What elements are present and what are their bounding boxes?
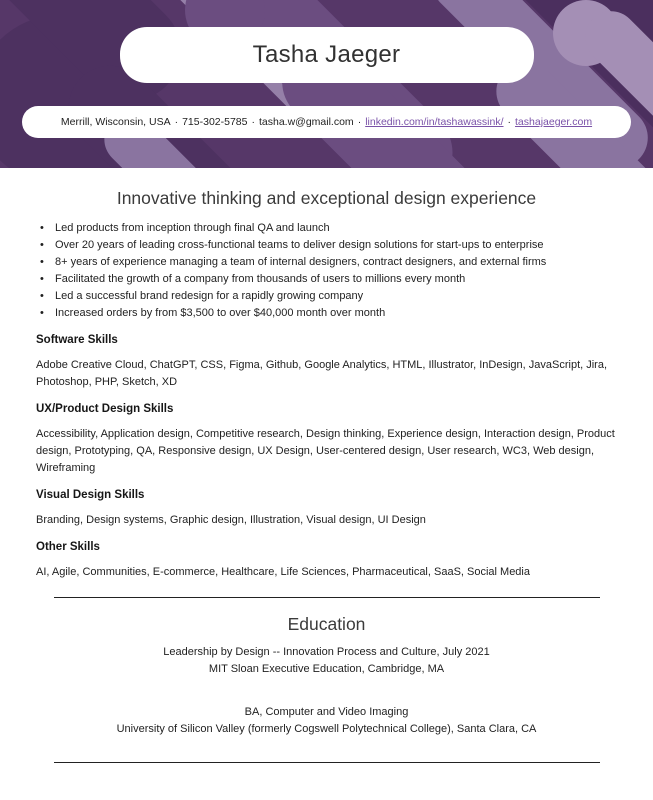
skill-section-items: AI, Agile, Communities, E-commerce, Healthcare, Life Sciences, Pharmaceutical, SaaS, Social Media — [36, 566, 530, 578]
resume-body — [0, 168, 653, 763]
education-school: University of Silicon Valley (formerly Cogswell Polytechnical College), Santa Clara, CA — [116, 723, 537, 735]
contact-location: Merrill, Wisconsin, USA — [60, 116, 171, 128]
education-school: MIT Sloan Executive Education, Cambridge, MA — [208, 663, 445, 675]
summary-bullet-list — [36, 220, 617, 322]
education-heading: Education — [287, 614, 366, 634]
contact-email: tasha.w@gmail.com — [258, 116, 354, 128]
contact-separator: · — [357, 116, 362, 128]
skill-section-software — [36, 334, 617, 391]
hero-header — [0, 0, 653, 168]
education-entry — [36, 704, 617, 738]
contact-phone: 715-302-5785 — [182, 116, 248, 128]
candidate-name: Tasha Jaeger — [252, 41, 401, 68]
skill-section-heading: Visual Design Skills — [36, 489, 145, 501]
summary-bullet: • Facilitated the growth of a company from thousands of users to millions every month — [55, 271, 617, 288]
skill-section-other — [36, 541, 617, 581]
skill-section-items: Accessibility, Application design, Competitive research, Design thinking, Experience design, Interaction design, Product design, Prototyping, QA, Responsive design, UX Design, User-centered design, User research, WC3, Web design, Wireframing — [36, 428, 615, 474]
summary-heading: Innovative thinking and exceptional design experience — [116, 188, 537, 208]
education-section — [36, 612, 617, 738]
skill-section-heading: Other Skills — [36, 541, 100, 553]
skill-section-ux-product — [36, 403, 617, 477]
summary-bullet: • Led products from inception through final QA and launch — [55, 220, 617, 237]
contact-bar — [22, 106, 631, 138]
skill-section-visual — [36, 489, 617, 529]
linkedin-link[interactable]: linkedin.com/in/tashawassink/ — [365, 116, 504, 128]
section-divider — [54, 762, 600, 763]
name-banner — [120, 27, 534, 83]
contact-separator: · — [174, 116, 179, 128]
skill-section-items: Adobe Creative Cloud, ChatGPT, CSS, Figma, Github, Google Analytics, HTML, Illustrator, InDesign, JavaScript, Jira, Photoshop, PHP, Sketch, XD — [36, 359, 608, 388]
skill-section-items: Branding, Design systems, Graphic design, Illustration, Visual design, UI Design — [36, 514, 426, 526]
education-program: BA, Computer and Video Imaging — [244, 706, 409, 718]
summary-bullet: • Increased orders by from $3,500 to over $40,000 month over month — [55, 305, 617, 322]
contact-separator: · — [507, 116, 512, 128]
summary-bullet: • 8+ years of experience managing a team of internal designers, contract designers, and external firms — [55, 254, 617, 271]
website-link[interactable]: tashajaeger.com — [515, 116, 593, 128]
education-entry — [36, 644, 617, 678]
skill-section-heading: Software Skills — [36, 334, 118, 346]
skill-section-heading: UX/Product Design Skills — [36, 403, 174, 415]
section-divider — [54, 597, 600, 598]
summary-bullet: • Over 20 years of leading cross-functional teams to deliver design solutions for start-ups to enterprise — [55, 237, 617, 254]
education-program: Leadership by Design -- Innovation Process and Culture, July 2021 — [163, 646, 490, 658]
contact-separator: · — [251, 116, 255, 128]
summary-bullet: • Led a successful brand redesign for a rapidly growing company — [55, 288, 617, 305]
